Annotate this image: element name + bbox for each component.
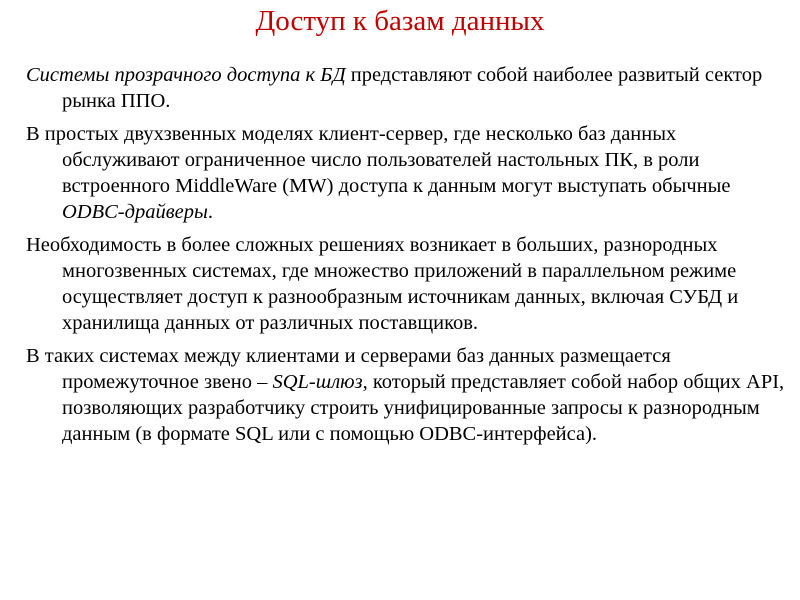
paragraph-3-text: Необходимость в более сложных решениях возникает в больших, разнородных многозвенных системах, где множество приложений в параллельном режиме осуществляет доступ к разнообразным источникам данных, включая СУБД и хранилища данных от различных поставщиков. — [26, 234, 739, 334]
paragraph-2-text: В простых двухзвенных моделях клиент-сервер, где несколько баз данных обслуживают ограниченное число пользователей настольных ПК, в роли встроенного MiddleWare (MW) доступа к данным могут выступать обычные — [26, 123, 731, 197]
paragraph-1 — [26, 62, 786, 114]
paragraph-1-text: представляют собой наиболее развитый сектор рынка ППО. — [62, 64, 763, 112]
paragraph-4 — [26, 343, 786, 447]
term-sql-gateway: SQL-шлюз — [272, 371, 363, 393]
paragraph-3 — [26, 232, 786, 336]
paragraph-4-text: В таких системах между клиентами и серверами баз данных размещается промежуточное звено – — [26, 345, 671, 393]
paragraph-2-end: . — [207, 201, 214, 223]
slide-title: Доступ к базам данных — [255, 5, 545, 37]
term-transparent-access: Системы прозрачного доступа к БД — [26, 64, 346, 86]
term-odbc-drivers: ODBC-драйверы — [62, 201, 208, 223]
paragraph-4-end: , который представляет собой набор общих API, позволяющих разработчику строить унифицированные запросы к разнородным данным (в формате SQL или с помощью ODBC-интерфейса). — [62, 371, 785, 445]
slide-body — [26, 62, 786, 454]
paragraph-2 — [26, 121, 786, 225]
